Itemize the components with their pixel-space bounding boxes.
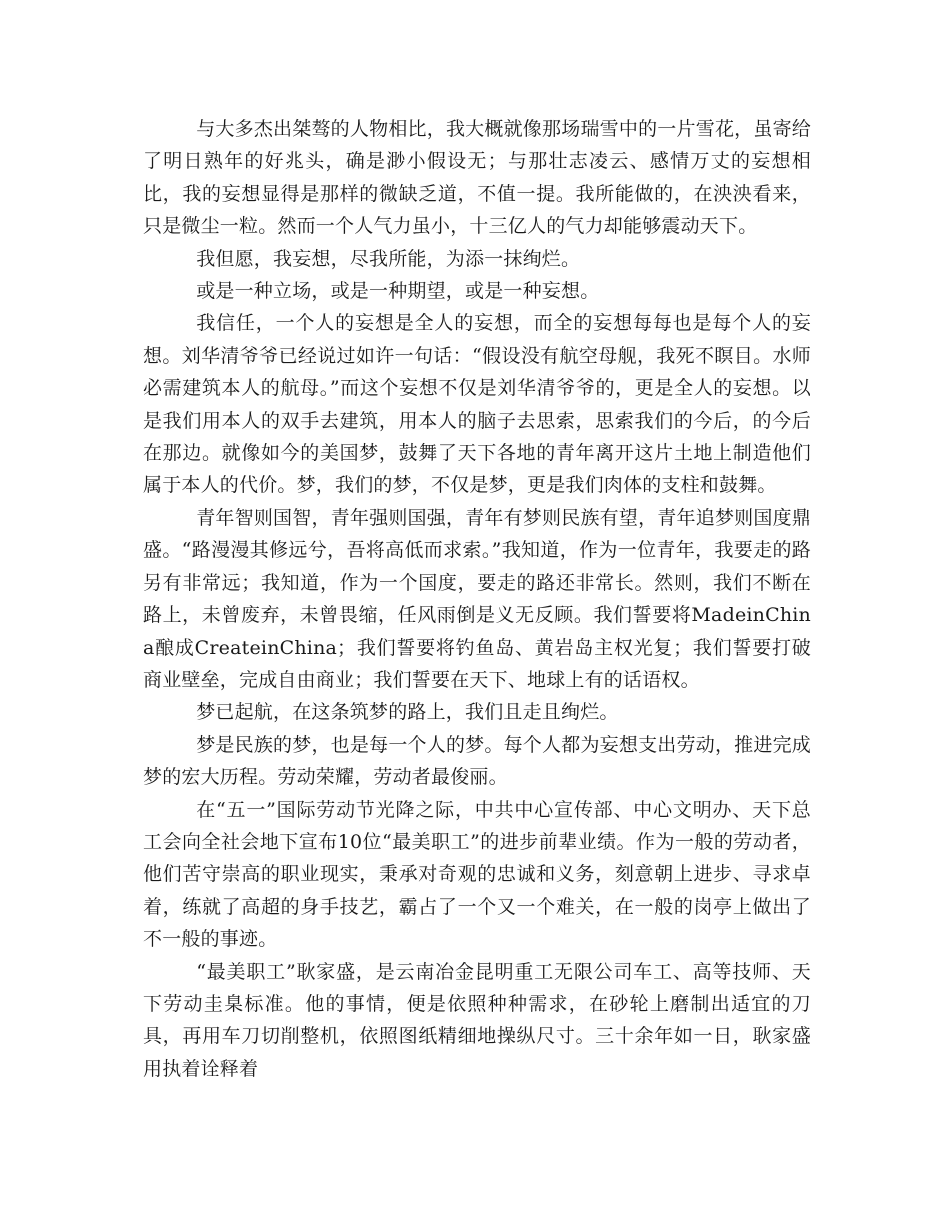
- paragraph: 青年智则国智，青年强则国强，青年有梦则民族有望，青年追梦则国度鼎盛。“路漫漫其修远兮，吾将高低而求索。”我知道，作为一位青年，我要走的路另有非常远；我知道，作为一个国度，要走的路还非常长。然则，我们不断在路上，未曾废弃，未曾畏缩，任风雨倒是义无反顾。我们誓要将MadeinChina酿成CreateinChina；我们誓要将钓鱼岛、黄岩岛主权光复；我们誓要打破商业壁垒，完成自由商业；我们誓要在天下、地球上有的话语权。: [143, 506, 811, 691]
- paragraph: 或是一种立场，或是一种期望，或是一种妄想。: [196, 280, 600, 303]
- document-body: [143, 113, 811, 1085]
- paragraph: 梦是民族的梦，也是每一个人的梦。每个人都为妄想支出劳动，推进完成梦的宏大历程。劳动荣耀，劳动者最俊丽。: [143, 733, 811, 789]
- paragraph: “最美职工”耿家盛，是云南冶金昆明重工无限公司车工、高等技师、天下劳动圭臬标准。他的事情，便是依照种种需求，在砂轮上磨制出适宜的刀具，再用车刀切削整机，依照图纸精细地操纵尺寸。三十余年如一日，耿家盛用执着诠释着: [143, 960, 811, 1080]
- paragraph: 在“五一”国际劳动节光降之际，中共中心宣传部、中心文明办、天下总工会向全社会地下宣布10位“最美职工”的进步前辈业绩。作为一般的劳动者，他们苦守崇高的职业现实，秉承对奇观的忠诚和义务，刻意朝上进步、寻求卓着，练就了高超的身手技艺，霸占了一个又一个难关，在一般的岗亭上做出了不一般的事迹。: [143, 798, 811, 951]
- paragraph: 与大多杰出桀骜的人物相比，我大概就像那场瑞雪中的一片雪花，虽寄给了明日熟年的好兆头，确是渺小假设无；与那壮志凌云、感情万丈的妄想相比，我的妄想显得是那样的微缺乏道，不值一提。我所能做的，在泱泱看来，只是微尘一粒。然而一个人气力虽小，十三亿人的气力却能够震动天下。: [143, 118, 811, 238]
- paragraph: 我信任，一个人的妄想是全人的妄想，而全的妄想每每也是每个人的妄想。刘华清爷爷已经说过如许一句话：“假设没有航空母舰，我死不瞑目。水师必需建筑本人的航母。”而这个妄想不仅是刘华清爷爷的，更是全人的妄想。以是我们用本人的双手去建筑，用本人的脑子去思索，思索我们的今后，的今后在那边。就像如今的美国梦，鼓舞了天下各地的青年离开这片土地上制造他们属于本人的代价。梦，我们的梦，不仅是梦，更是我们肉体的支柱和鼓舞。: [143, 312, 811, 497]
- paragraph: 我但愿，我妄想，尽我所能，为添一抹绚烂。: [196, 247, 581, 270]
- paragraph: 梦已起航，在这条筑梦的路上，我们且走且绚烂。: [196, 701, 619, 724]
